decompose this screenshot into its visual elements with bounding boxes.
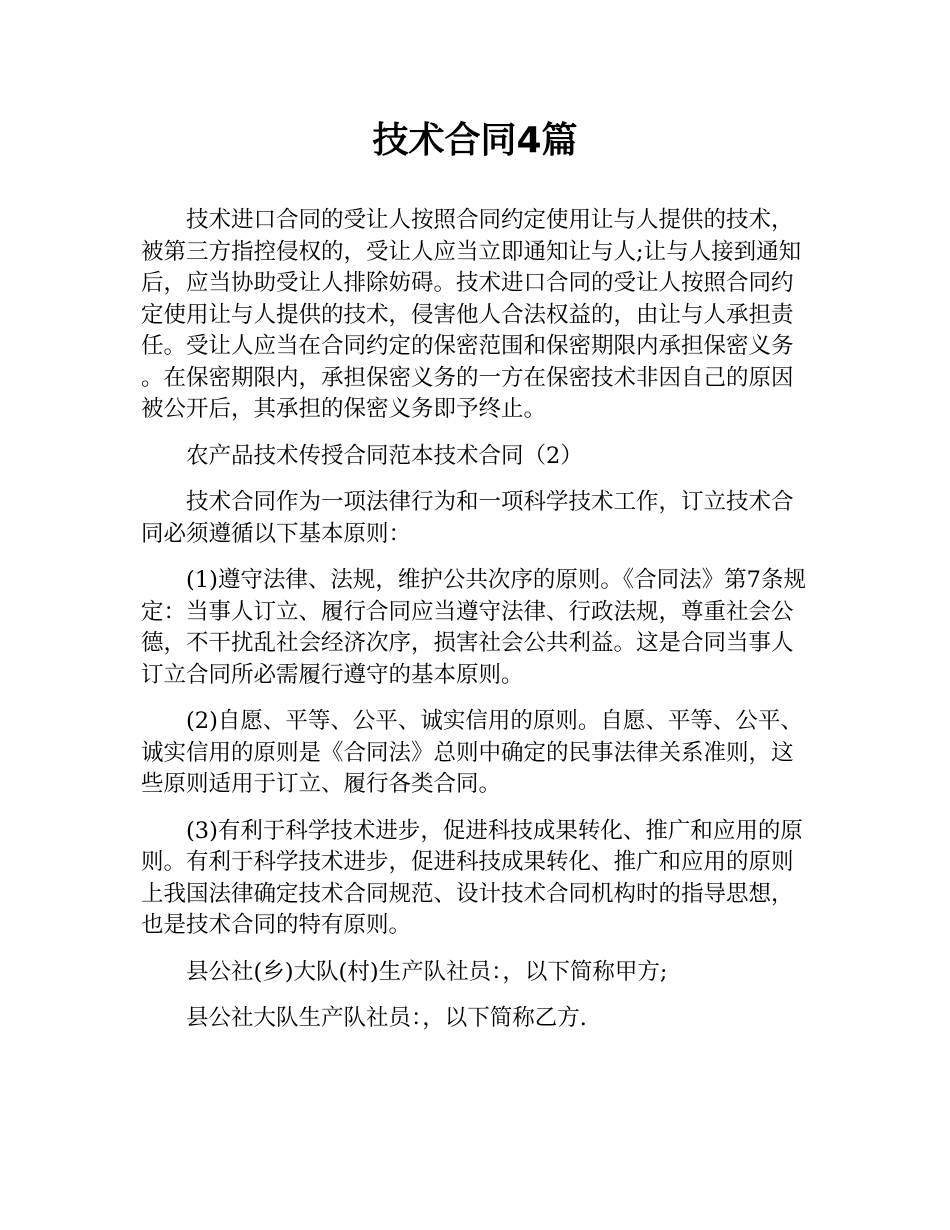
paragraph-principle-1: (1)遵守法律、法规，维护公共次序的原则。《合同法》第7条规定：当事人订立、履行合同应当遵守法律、行政法规，尊重社会公德，不干扰乱社会经济次序，损害社会公共利益。这是合同当事人订立合同所必需履行遵守的基本原则。 — [141, 567, 806, 688]
paragraph-party-a: 县公社(乡)大队(村)生产队社员：，以下简称甲方; — [186, 958, 668, 985]
paragraph-party-b: 县公社大队生产队社员：，以下简称乙方. — [186, 1005, 587, 1031]
document-title: 技术合同4篇 — [372, 120, 578, 161]
paragraph-section-heading: 农产品技术传授合同范本技术合同（2） — [186, 442, 583, 469]
paragraph-principles-intro: 技术合同作为一项法律行为和一项科学技术工作，订立技术合同必须遵循以下基本原则： — [141, 489, 794, 547]
paragraph-import-contract: 技术进口合同的受让人按照合同约定使用让与人提供的技术，被第三方指控侵权的，受让人应当立即通知让与人;让与人接到通知后，应当协助受让人排除妨碍。技术进口合同的受让人按照合同约定使用让与人提供的技术，侵害他人合法权益的，由让与人承担责任。受让人应当在合同约定的保密范围和保密期限内承担保密义务。在保密期限内，承担保密义务的一方在保密技术非因自己的原因被公开后，其承担的保密义务即予终止。 — [141, 207, 802, 422]
document-body — [141, 205, 811, 1050]
paragraph-principle-2: (2)自愿、平等、公平、诚实信用的原则。自愿、平等、公平、诚实信用的原则是《合同法》总则中确定的民事法律关系准则，这些原则适用于订立、履行各类合同。 — [141, 708, 803, 797]
paragraph-principle-3: (3)有利于科学技术进步，促进科技成果转化、推广和应用的原则。有利于科学技术进步，促进科技成果转化、推广和应用的原则上我国法律确定技术合同规范、设计技术合同机构时的指导思想，也是技术合同的特有原则。 — [141, 817, 803, 938]
